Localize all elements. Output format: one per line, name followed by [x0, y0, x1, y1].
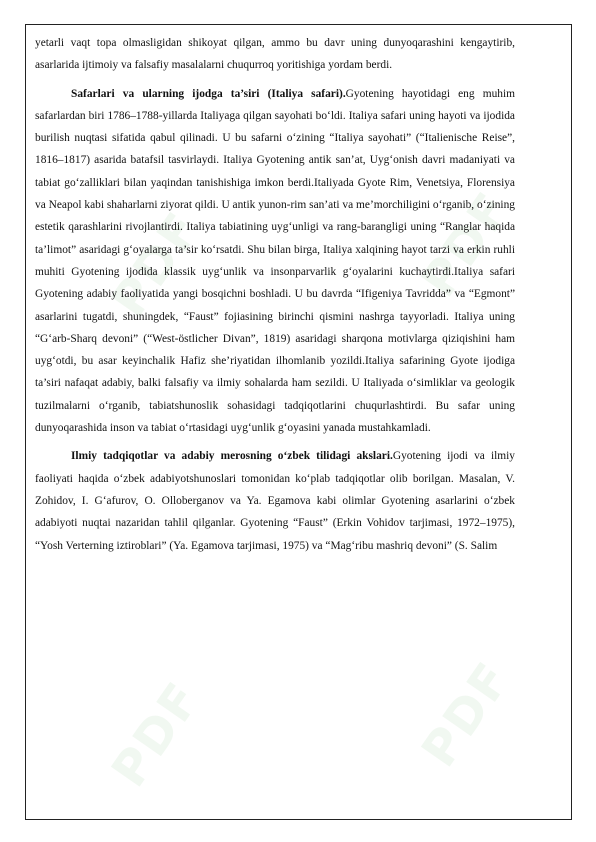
section-paragraph-uzbek-research: [35, 445, 515, 556]
watermark: PDF: [101, 671, 213, 798]
document-body: [35, 32, 515, 557]
section-heading: Ilmiy tadqiqotlar va adabiy merosning o‘zbek tilidagi akslari.: [71, 450, 393, 463]
section-heading: Safarlari va ularning ijodga ta’siri (Italiya safari).: [71, 87, 346, 100]
intro-paragraph: yetarli vaqt topa olmasligidan shikoyat qilgan, ammo bu davr uning dunyoqarashini kengaytirib, asarlarida ijtimoiy va falsafiy masalalarni chuqurroq yoritishiga yordam berdi.: [35, 37, 515, 72]
watermark: PDF: [411, 181, 523, 308]
section-paragraph-italy-journey: [35, 83, 515, 440]
section-body: Gyotening hayotidagi eng muhim safarlardan biri 1786–1788-yillarda Italiyaga qilgan sayohati bo‘ldi. Italiya safari uning hayoti va ijodida burilish nuqtasi sifatida qabul qilinadi. U bu safarni o‘zining “Italiya sayohati” (“Italienische Reise”, 1816–1817) asarida batafsil tasvirlaydi. Italiya Gyotening antik san’at, Uyg‘onish davri madaniyati va tabiat go‘zalliklari bilan yaqindan tanishishiga imkon berdi.Italiyada Gyote Rim, Venetsiya, Florensiya va Neapol kabi shaharlarni ziyorat qildi. U antik yunon-rim san’ati va me’morchiligini o‘rganib, o‘zining estetik qarashlarini rivojlantirdi. Italiya tabiatining uyg‘unligi va rang-barangligi uning “Ranglar haqida ta’limot” asaridagi g‘oyalarga ta’sir ko‘rsatdi. Shu bilan birga, Italiya xalqining hayot tarzi va erkin ruhli muhiti Gyotening ijodida klassik uyg‘unlik va insonparvarlik g‘oyalarini kuchaytirdi.Italiya safari Gyotening adabiy faoliyatida yangi bosqichni boshladi. U bu davrda “Ifigeniya Tavridda” va “Egmont” asarlarini tugatdi, shuningdek, “Faust” fojiasining birinchi qismini nashrga tayyorladi. Italiya uning “G‘arb-Sharq devoni” (“West-östlicher Divan”, 1819) asaridagi sharqona motivlarga qiziqishini ham uyg‘otdi, bu asar keyinchalik Hafiz she’riyatidan ilhomlanib yozildi.Italiya safarining Gyote ijodiga ta’siri nafaqat adabiy, balki falsafiy va ilmiy sohalarda ham sezildi. U Italiyada o‘simliklar va geologik tuzilmalarni o‘rganib, tabiatshunoslik sohasidagi tadqiqotlarini chuqurlashtirdi. Bu safar uning dunyoqarashida inson va tabiat o‘rtasidagi uyg‘unlik g‘oyasini yanada mustahkamladi.: [35, 87, 515, 435]
section-body: Gyotening ijodi va ilmiy faoliyati haqida o‘zbek adabiyotshunoslari tomonidan ko‘plab tadqiqotlar olib borilgan. Masalan, V. Zohidov, I. G‘afurov, O. Olloberganov va Ya. Egamova kabi olimlar Gyotening asarlarini o‘zbek adabiyoti nuqtai nazaridan tahlil qilganlar. Gyotening “Faust” (Erkin Vohidov tarjimasi, 1972–1975), “Yosh Verterning iztiroblari” (Ya. Egamova tarjimasi, 1975) va “Mag‘ribu mashriq devoni” (S. Salim: [35, 450, 515, 552]
watermark: PDF: [101, 201, 213, 328]
watermark: PDF: [411, 651, 523, 778]
